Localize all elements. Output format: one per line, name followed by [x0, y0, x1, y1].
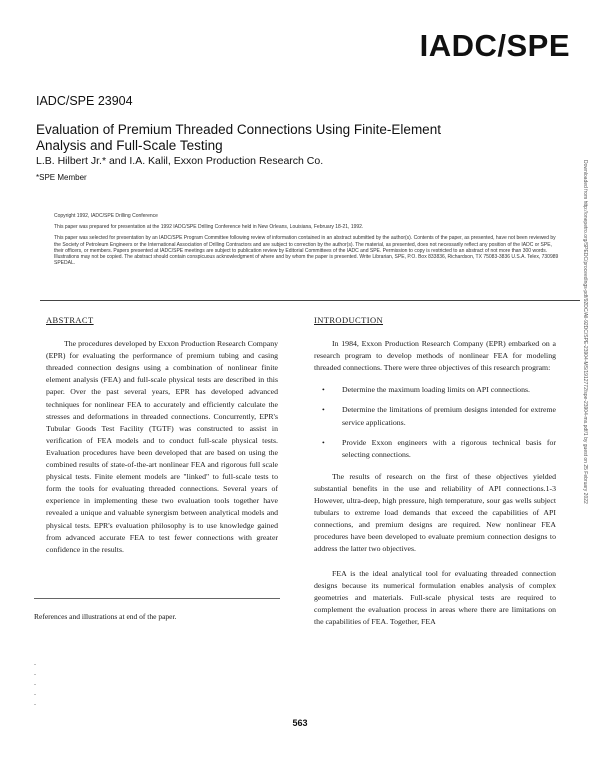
page-number: 563 — [292, 718, 308, 728]
member-note: *SPE Member — [36, 173, 87, 182]
abstract-section — [46, 314, 278, 556]
abstract-body: The procedures developed by Exxon Production Research Company (EPR) for evaluating the performance of premium tubing and casing threaded connection designs using a combination of nonlinear finite element analysis (FEA) and full-scale physical tests are described in this paper. Over the past several years, EPR has developed advanced techniques for nonlinear FEA to accurately and efficiently calculate the stresses and deformations in threaded connections. Concurrently, EPR's Tubular Goods Test Facility (TGTF) was constructed to assist in verification of FEA models and to conduct full-scale physical tests. Evaluation procedures have been developed that are based on using the combined results of state-of-the-art nonlinear FEA and rigorous full scale physical tests. Finite element models are "linked" to full-scale tests to form the tools for evaluating threaded connections. Several years of experience in implementing these two evaluation tools together have revealed a unique and valuable synergism between analytical models and physical tests. EPR's evaluation philosophy is to use knowledge gained from advanced accurate FEA to test fewer connections with greater confidence in the results. — [46, 339, 278, 554]
copyright-notice — [54, 213, 560, 268]
paper-title: Evaluation of Premium Threaded Connections Using Finite-Element Analysis and Full-Scale Testing — [36, 122, 441, 153]
download-watermark: Downloaded from http://onepetro.org/SPEDC/proceedings-pdf/92DC/All-92DC/SPE-23904-MS/1912772/spe-23904-ms.pdf/1 by guest on 25 February 2022 — [582, 160, 588, 504]
list-item: • Provide Exxon engineers with a rigorous technical basis for selecting connections. — [314, 437, 556, 461]
copyright-line-1: Copyright 1992, IADC/SPE Drilling Conference — [54, 213, 158, 219]
paper-authors: L.B. Hilbert Jr.* and I.A. Kalil, Exxon Production Research Co. — [36, 155, 324, 167]
footnote-divider — [34, 598, 280, 599]
introduction-heading: INTRODUCTION — [314, 315, 384, 325]
intro-paragraph-2: The results of research on the first of these objectives yielded substantial benefits in the use and reliability of API connections.1-3 However, ultra-deep, high pressure, high temperature, sour gas wells subject tubulars to extreme load demands that exceed the capabilities of API connections, and premium designs are required. New nonlinear FEA procedures have been developed to evaluate premium connection designs to address the latter two objectives. — [314, 471, 556, 554]
copyright-line-3: This paper was selected for presentation by an IADC/SPE Program Committee following review of information contained in an abstract submitted by the author(s). Contents of the paper, as presented, have not been reviewed by the Society of Petroleum Engineers or the International Association of Drilling Contractors and are subject to correction by the author(s). The material, as presented, does not necessarily reflect any position of the IADC or SPE, their officers, or members. Papers presented at IADC/SPE meetings are subject to publication review by Editorial Committees of the IADC and SPE. Permission to copy is restricted to an abstract of not more than 300 words. Illustrations may not be copied. The abstract should contain conspicuous acknowledgment of where and by whom the paper is presented. Write Librarian, SPE, P.O. Box 833836, Richardson, TX 75083-3836 U.S.A. Telex, 730989 SPEDAL. — [54, 235, 559, 267]
section-divider — [40, 300, 580, 301]
paper-number: IADC/SPE 23904 — [36, 94, 133, 108]
introduction-section — [314, 314, 556, 628]
objectives-list — [314, 384, 556, 460]
iadc-spe-logo: IADC/SPE — [419, 28, 570, 63]
intro-paragraph-1: In 1984, Exxon Production Research Company (EPR) embarked on a research program to develop methods of nonlinear FEA for modeling threaded connections. There were three objectives of this research program: — [314, 339, 556, 373]
intro-paragraph-3: FEA is the ideal analytical tool for evaluating threaded connection designs because its numerical formulation enables analysis of complex geometries and materials. Full-scale physical tests are required to complement the evaluation process in areas where there are limitations on the capabilities of FEA. Together, FEA — [314, 568, 556, 626]
margin-dashes: - - - - - — [34, 662, 36, 708]
abstract-heading: ABSTRACT — [46, 315, 94, 325]
copyright-line-2: This paper was prepared for presentation at the 1992 IADC/SPE Drilling Conference held in New Orleans, Louisiana, February 18-21, 1992. — [54, 224, 364, 231]
list-item: • Determine the limitations of premium designs intended for extreme service applications. — [314, 404, 556, 428]
list-item: • Determine the maximum loading limits on API connections. — [314, 384, 556, 396]
footnote: References and illustrations at end of the paper. — [34, 612, 177, 621]
